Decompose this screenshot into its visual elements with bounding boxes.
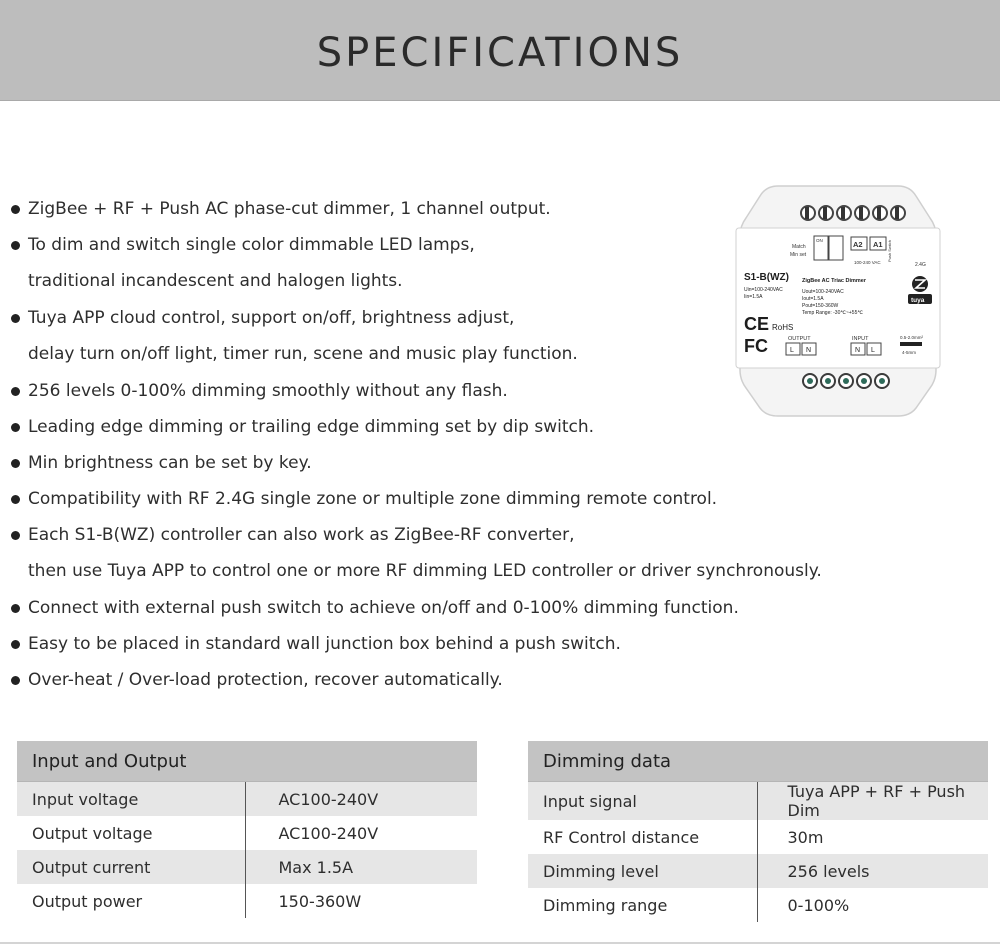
svg-text:Iin=1.5A: Iin=1.5A [744,294,763,300]
list-item: Tuya APP cloud control, support on/off, brightness adjust, delay turn on/off light, timer run, scene and music play function. [10,301,890,374]
table-row: Output voltage AC100-240V [17,816,477,850]
list-item: Easy to be placed in standard wall junction box behind a push switch. [10,627,890,663]
list-item: Compatibility with RF 2.4G single zone or multiple zone dimming remote control. [10,482,890,518]
svg-text:Uin=100-240VAC: Uin=100-240VAC [744,287,783,293]
match-label: Match [792,244,806,250]
footer-divider [0,942,1000,944]
svg-text:N: N [806,347,812,354]
page-title: SPECIFICATIONS [316,30,684,76]
svg-text:0.5-2.0mm²: 0.5-2.0mm² [900,335,924,340]
svg-text:4-5mm: 4-5mm [902,350,917,355]
table-row: Dimming level 256 levels [528,854,988,888]
list-item: ZigBee + RF + Push AC phase-cut dimmer, 1 channel output. [10,192,890,228]
table-title: Input and Output [17,741,477,782]
svg-text:ON: ON [816,238,823,243]
bullet-icon [11,640,20,649]
svg-text:INPUT: INPUT [852,336,869,342]
svg-text:L: L [790,347,794,354]
svg-text:100-240 VAC: 100-240 VAC [854,260,881,265]
bullet-icon [11,459,20,468]
table-title: Dimming data [528,741,988,782]
svg-text:Pout=150-360W: Pout=150-360W [802,303,839,309]
list-item: Connect with external push switch to achieve on/off and 0-100% dimming function. [10,591,890,627]
bullet-icon [11,531,20,540]
table-row: Input voltage AC100-240V [17,782,477,817]
bullet-icon [11,387,20,396]
svg-text:Uout=100-240VAC: Uout=100-240VAC [802,289,844,295]
svg-text:Iout=1.5A: Iout=1.5A [802,296,824,302]
bullet-icon [11,241,20,250]
product-image [730,180,945,420]
svg-text:A2: A2 [853,240,863,249]
svg-text:S1-B(WZ): S1-B(WZ) [744,272,789,283]
svg-text:L: L [871,347,875,354]
svg-text:FC: FC [744,336,768,356]
svg-text:OUTPUT: OUTPUT [788,336,811,342]
list-item: Min brightness can be set by key. [10,446,890,482]
table-row: Output current Max 1.5A [17,850,477,884]
table-row: RF Control distance 30m [528,820,988,854]
list-item: Over-heat / Over-load protection, recover automatically. [10,663,890,699]
svg-text:Temp Range: -30℃~+55℃: Temp Range: -30℃~+55℃ [802,310,863,316]
list-item: Leading edge dimming or trailing edge dimming set by dip switch. [10,410,890,446]
bullet-icon [11,604,20,613]
bullet-icon [11,495,20,504]
dimming-data-table [528,741,988,922]
svg-text:tuya: tuya [911,297,925,304]
svg-text:Push Switch: Push Switch [887,239,892,262]
table-row: Dimming range 0-100% [528,888,988,922]
list-item: Each S1-B(WZ) controller can also work as ZigBee-RF converter, then use Tuya APP to control one or more RF dimming LED controller or driver synchronously. [10,518,890,591]
list-item: 256 levels 0-100% dimming smoothly without any flash. [10,374,890,410]
bullet-icon [11,676,20,685]
svg-text:A1: A1 [873,240,883,249]
list-item: To dim and switch single color dimmable LED lamps, traditional incandescent and halogen lights. [10,228,890,301]
bullet-icon [11,314,20,323]
svg-text:RoHS: RoHS [772,323,794,332]
svg-text:Min set: Min set [790,252,807,258]
bullet-icon [11,423,20,432]
svg-text:CE: CE [744,314,770,334]
svg-text:ZigBee AC Triac Dimmer: ZigBee AC Triac Dimmer [802,278,866,284]
bullet-icon [11,205,20,214]
svg-text:2.4G: 2.4G [915,262,926,268]
table-row: Output power 150-360W [17,884,477,918]
table-row: Input signal Tuya APP + RF + Push Dim [528,782,988,821]
svg-text:N: N [855,347,861,354]
input-output-table [17,741,477,918]
specifications-banner [0,0,1000,101]
